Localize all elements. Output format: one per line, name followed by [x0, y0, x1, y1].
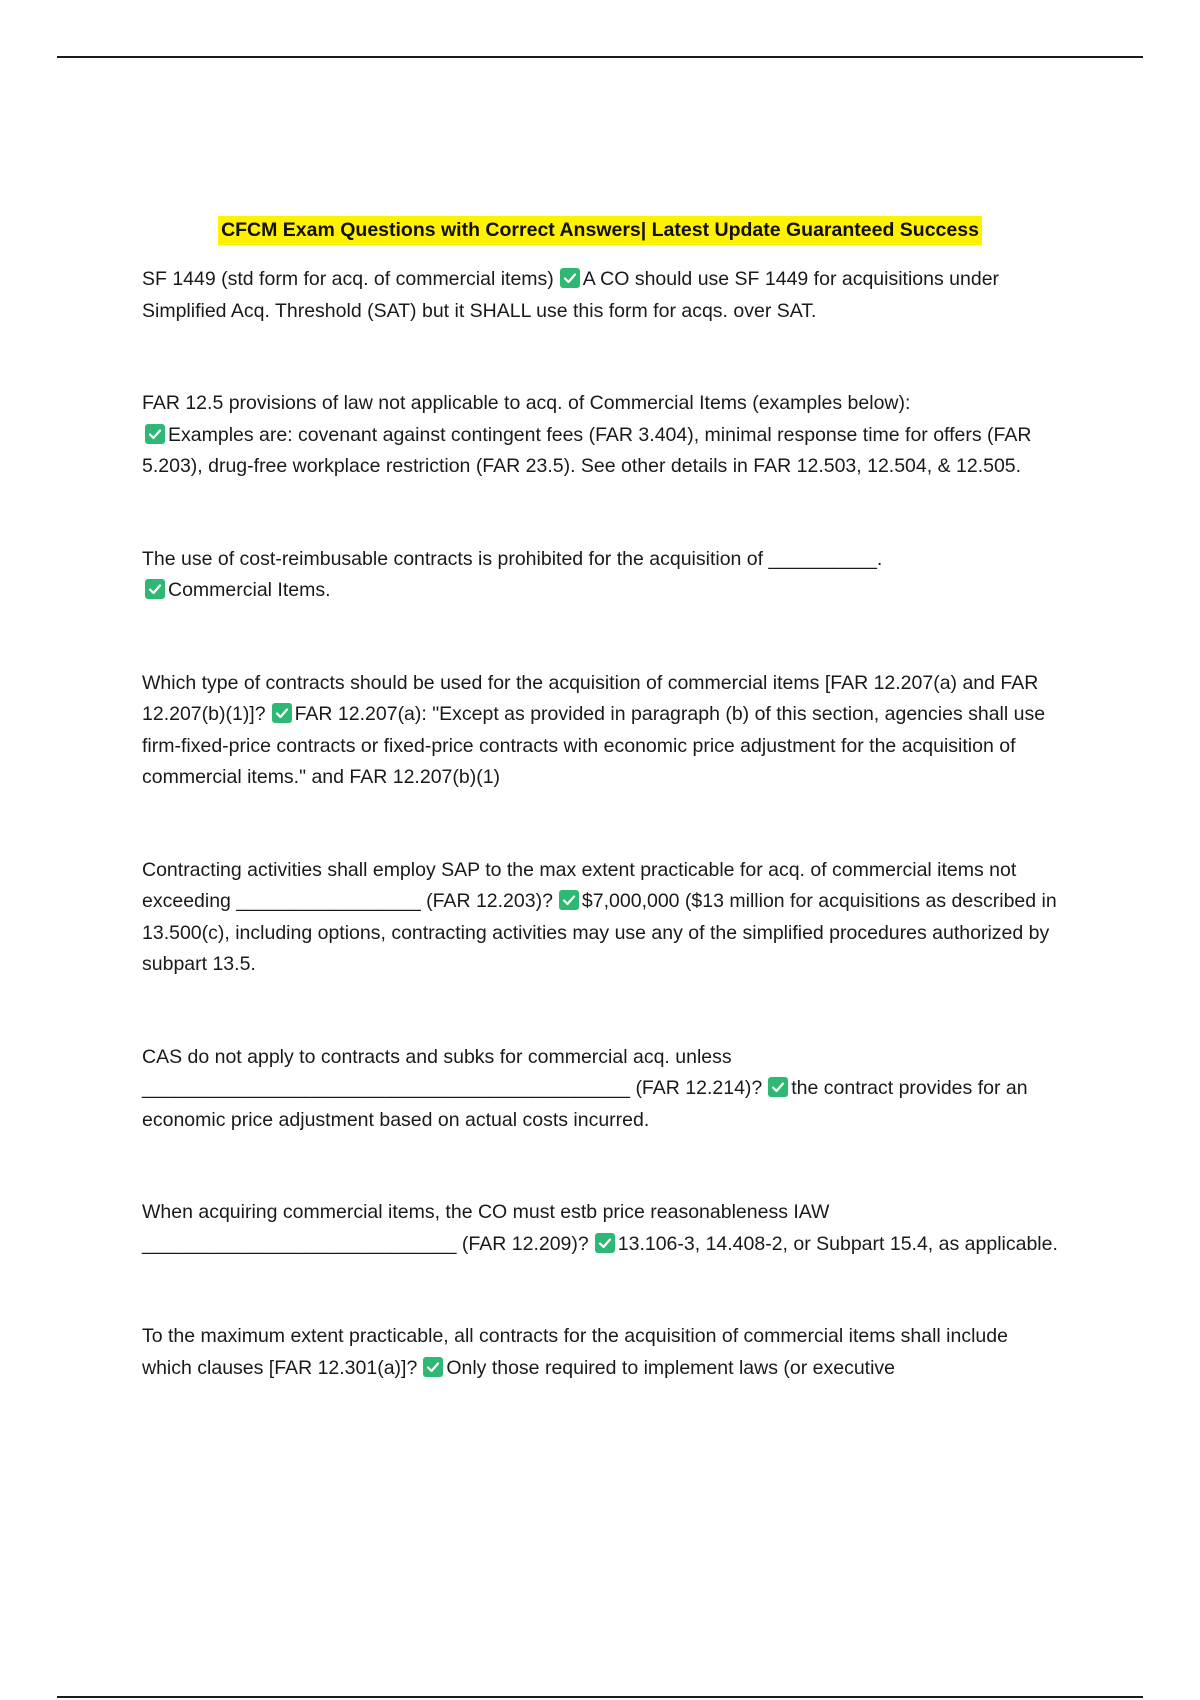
document-title: CFCM Exam Questions with Correct Answers| Latest Update Guaranteed Success — [218, 216, 982, 245]
answer-text: the contract provides for an economic price adjustment based on actual costs incurred. — [142, 1077, 1028, 1131]
header-rule — [57, 56, 1143, 58]
qa-item-7 — [142, 1197, 1062, 1260]
question-text: SF 1449 (std form for acq. of commercial items) — [142, 268, 554, 290]
check-icon — [145, 579, 165, 599]
question-text: The use of cost-reimbusable contracts is prohibited for the acquisition of __________. — [142, 547, 883, 570]
question-text: When acquiring commercial items, the CO must estb price reasonableness IAW _____________________________ (FAR 12.209)? — [142, 1201, 830, 1255]
question-text: Contracting activities shall employ SAP to the max extent practicable for acq. of commercial items not exceeding _________________ (FAR 12.203)? — [142, 858, 1017, 912]
footer-rule — [57, 1696, 1143, 1698]
answer-text: Commercial Items. — [168, 579, 331, 601]
qa-item-5 — [142, 855, 1062, 981]
qa-item-1 — [142, 264, 1062, 327]
check-icon — [423, 1357, 443, 1377]
qa-list — [142, 264, 1062, 1384]
question-text: To the maximum extent practicable, all contracts for the acquisition of commercial items shall include which clauses [FAR 12.301(a)]? — [142, 1325, 1008, 1379]
check-icon — [768, 1077, 788, 1097]
title-block — [0, 216, 1200, 245]
question-text: CAS do not apply to contracts and subks for commercial acq. unless _____________________________________________ (FAR 12.214)? — [142, 1045, 763, 1099]
answer-text: Examples are: covenant against contingent fees (FAR 3.404), minimal response time for offers (FAR 5.203), drug-free workplace restriction (FAR 23.5). See other details in FAR 12.503, 12.504, & 12.505. — [142, 423, 1032, 477]
question-text: Which type of contracts should be used for the acquisition of commercial items [FAR 12.207(a) and FAR 12.207(b)(1)]? — [142, 671, 1039, 725]
answer-text: A CO should use SF 1449 for acquisitions under Simplified Acq. Threshold (SAT) but it SHALL use this form for acqs. over SAT. — [142, 268, 1000, 322]
qa-item-3 — [142, 544, 1062, 607]
qa-item-4 — [142, 668, 1062, 794]
check-icon — [145, 424, 165, 444]
qa-item-2 — [142, 388, 1062, 483]
answer-text: FAR 12.207(a): "Except as provided in paragraph (b) of this section, agencies shall use firm-fixed-price contracts or fixed-price contracts with economic price adjustment for the acquisition of commercial items." and FAR 12.207(b)(1) — [142, 703, 1046, 788]
question-text: FAR 12.5 provisions of law not applicable to acq. of Commercial Items (examples below): — [142, 392, 911, 414]
answer-text: $7,000,000 ($13 million for acquisitions as described in 13.500(c), including options, contracting activities may use any of the simplified procedures authorized by subpart 13.5. — [142, 890, 1057, 975]
check-icon — [560, 268, 580, 288]
check-icon — [272, 703, 292, 723]
check-icon — [595, 1233, 615, 1253]
check-icon — [559, 890, 579, 910]
answer-text: Only those required to implement laws (or executive — [446, 1356, 896, 1379]
answer-text: 13.106-3, 14.408-2, or Subpart 15.4, as applicable. — [617, 1232, 1058, 1255]
qa-item-8 — [142, 1321, 1062, 1384]
qa-item-6 — [142, 1042, 1062, 1137]
